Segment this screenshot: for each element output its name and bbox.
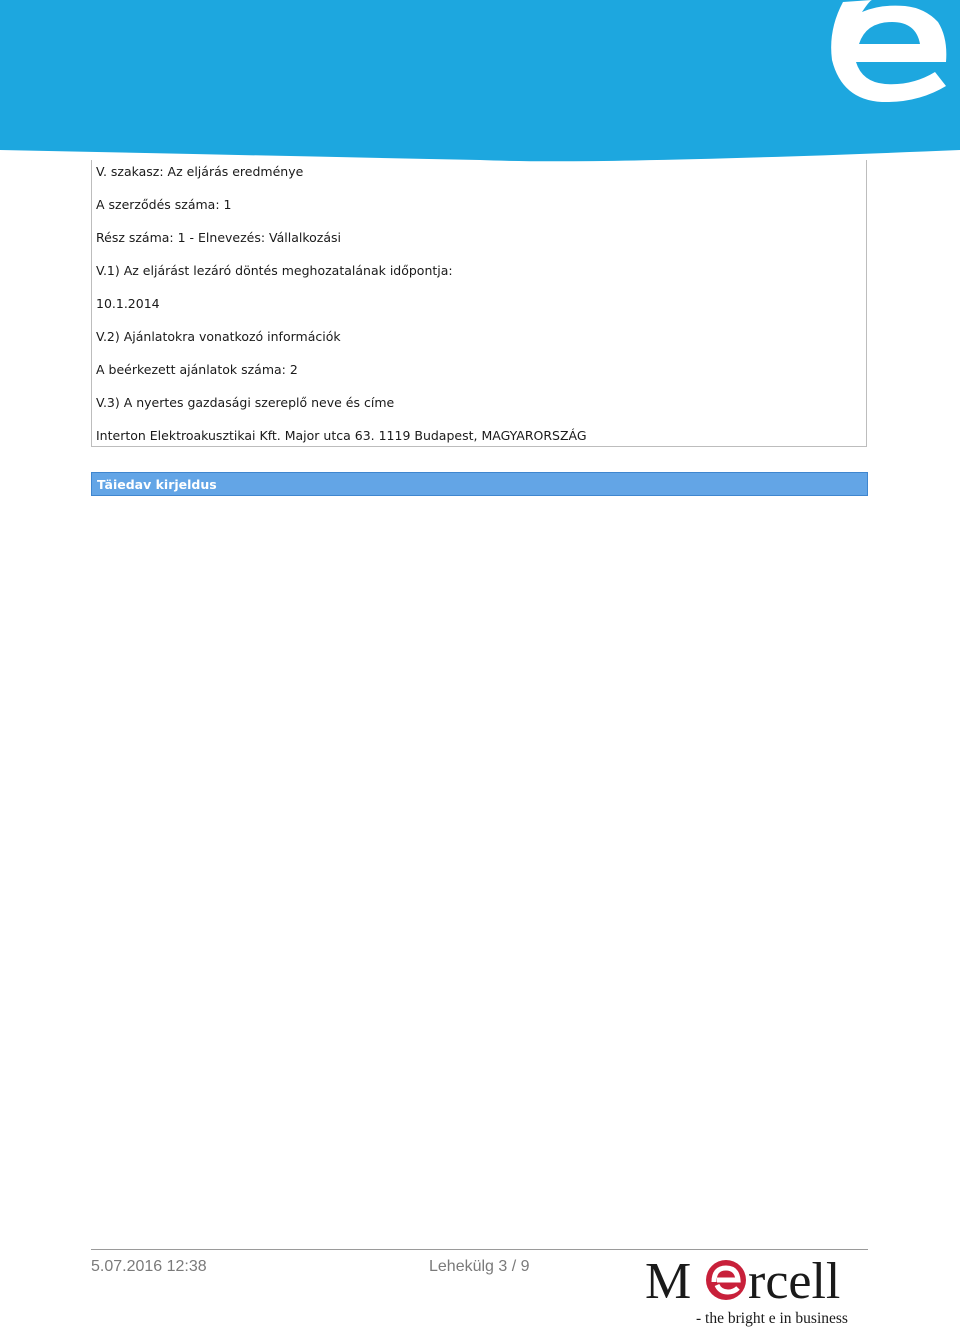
decision-date-value: 10.1.2014	[96, 296, 160, 311]
winner-name-address: Interton Elektroakusztikai Kft. Major utca 63. 1119 Budapest, MAGYARORSZÁG	[96, 428, 587, 443]
mercell-tagline: - the bright e in business	[696, 1310, 848, 1327]
svg-text:M: M	[645, 1253, 692, 1310]
mercell-e-icon	[706, 1260, 746, 1300]
e-logo-icon	[831, 0, 946, 102]
header-band	[0, 0, 960, 170]
offers-info-heading: V.2) Ajánlatokra vonatkozó információk	[96, 329, 341, 344]
footer-page-number: Lehekülg 3 / 9	[429, 1258, 530, 1275]
mercell-logo	[640, 1252, 870, 1328]
footer-divider	[91, 1249, 868, 1250]
footer-datetime: 5.07.2016 12:38	[91, 1258, 207, 1275]
offers-count: A beérkezett ajánlatok száma: 2	[96, 362, 298, 377]
svg-text:rcell: rcell	[748, 1253, 841, 1310]
additional-description-label: Täiedav kirjeldus	[97, 477, 217, 492]
additional-description-bar	[91, 472, 868, 496]
winner-heading: V.3) A nyertes gazdasági szereplő neve és címe	[96, 395, 395, 410]
contract-number: A szerződés száma: 1	[96, 197, 232, 212]
decision-date-label: V.1) Az eljárást lezáró döntés meghozatalának időpontja:	[96, 263, 453, 278]
section-heading: V. szakasz: Az eljárás eredménye	[96, 164, 304, 179]
lot-number: Rész száma: 1 - Elnevezés: Vállalkozási	[96, 230, 342, 245]
